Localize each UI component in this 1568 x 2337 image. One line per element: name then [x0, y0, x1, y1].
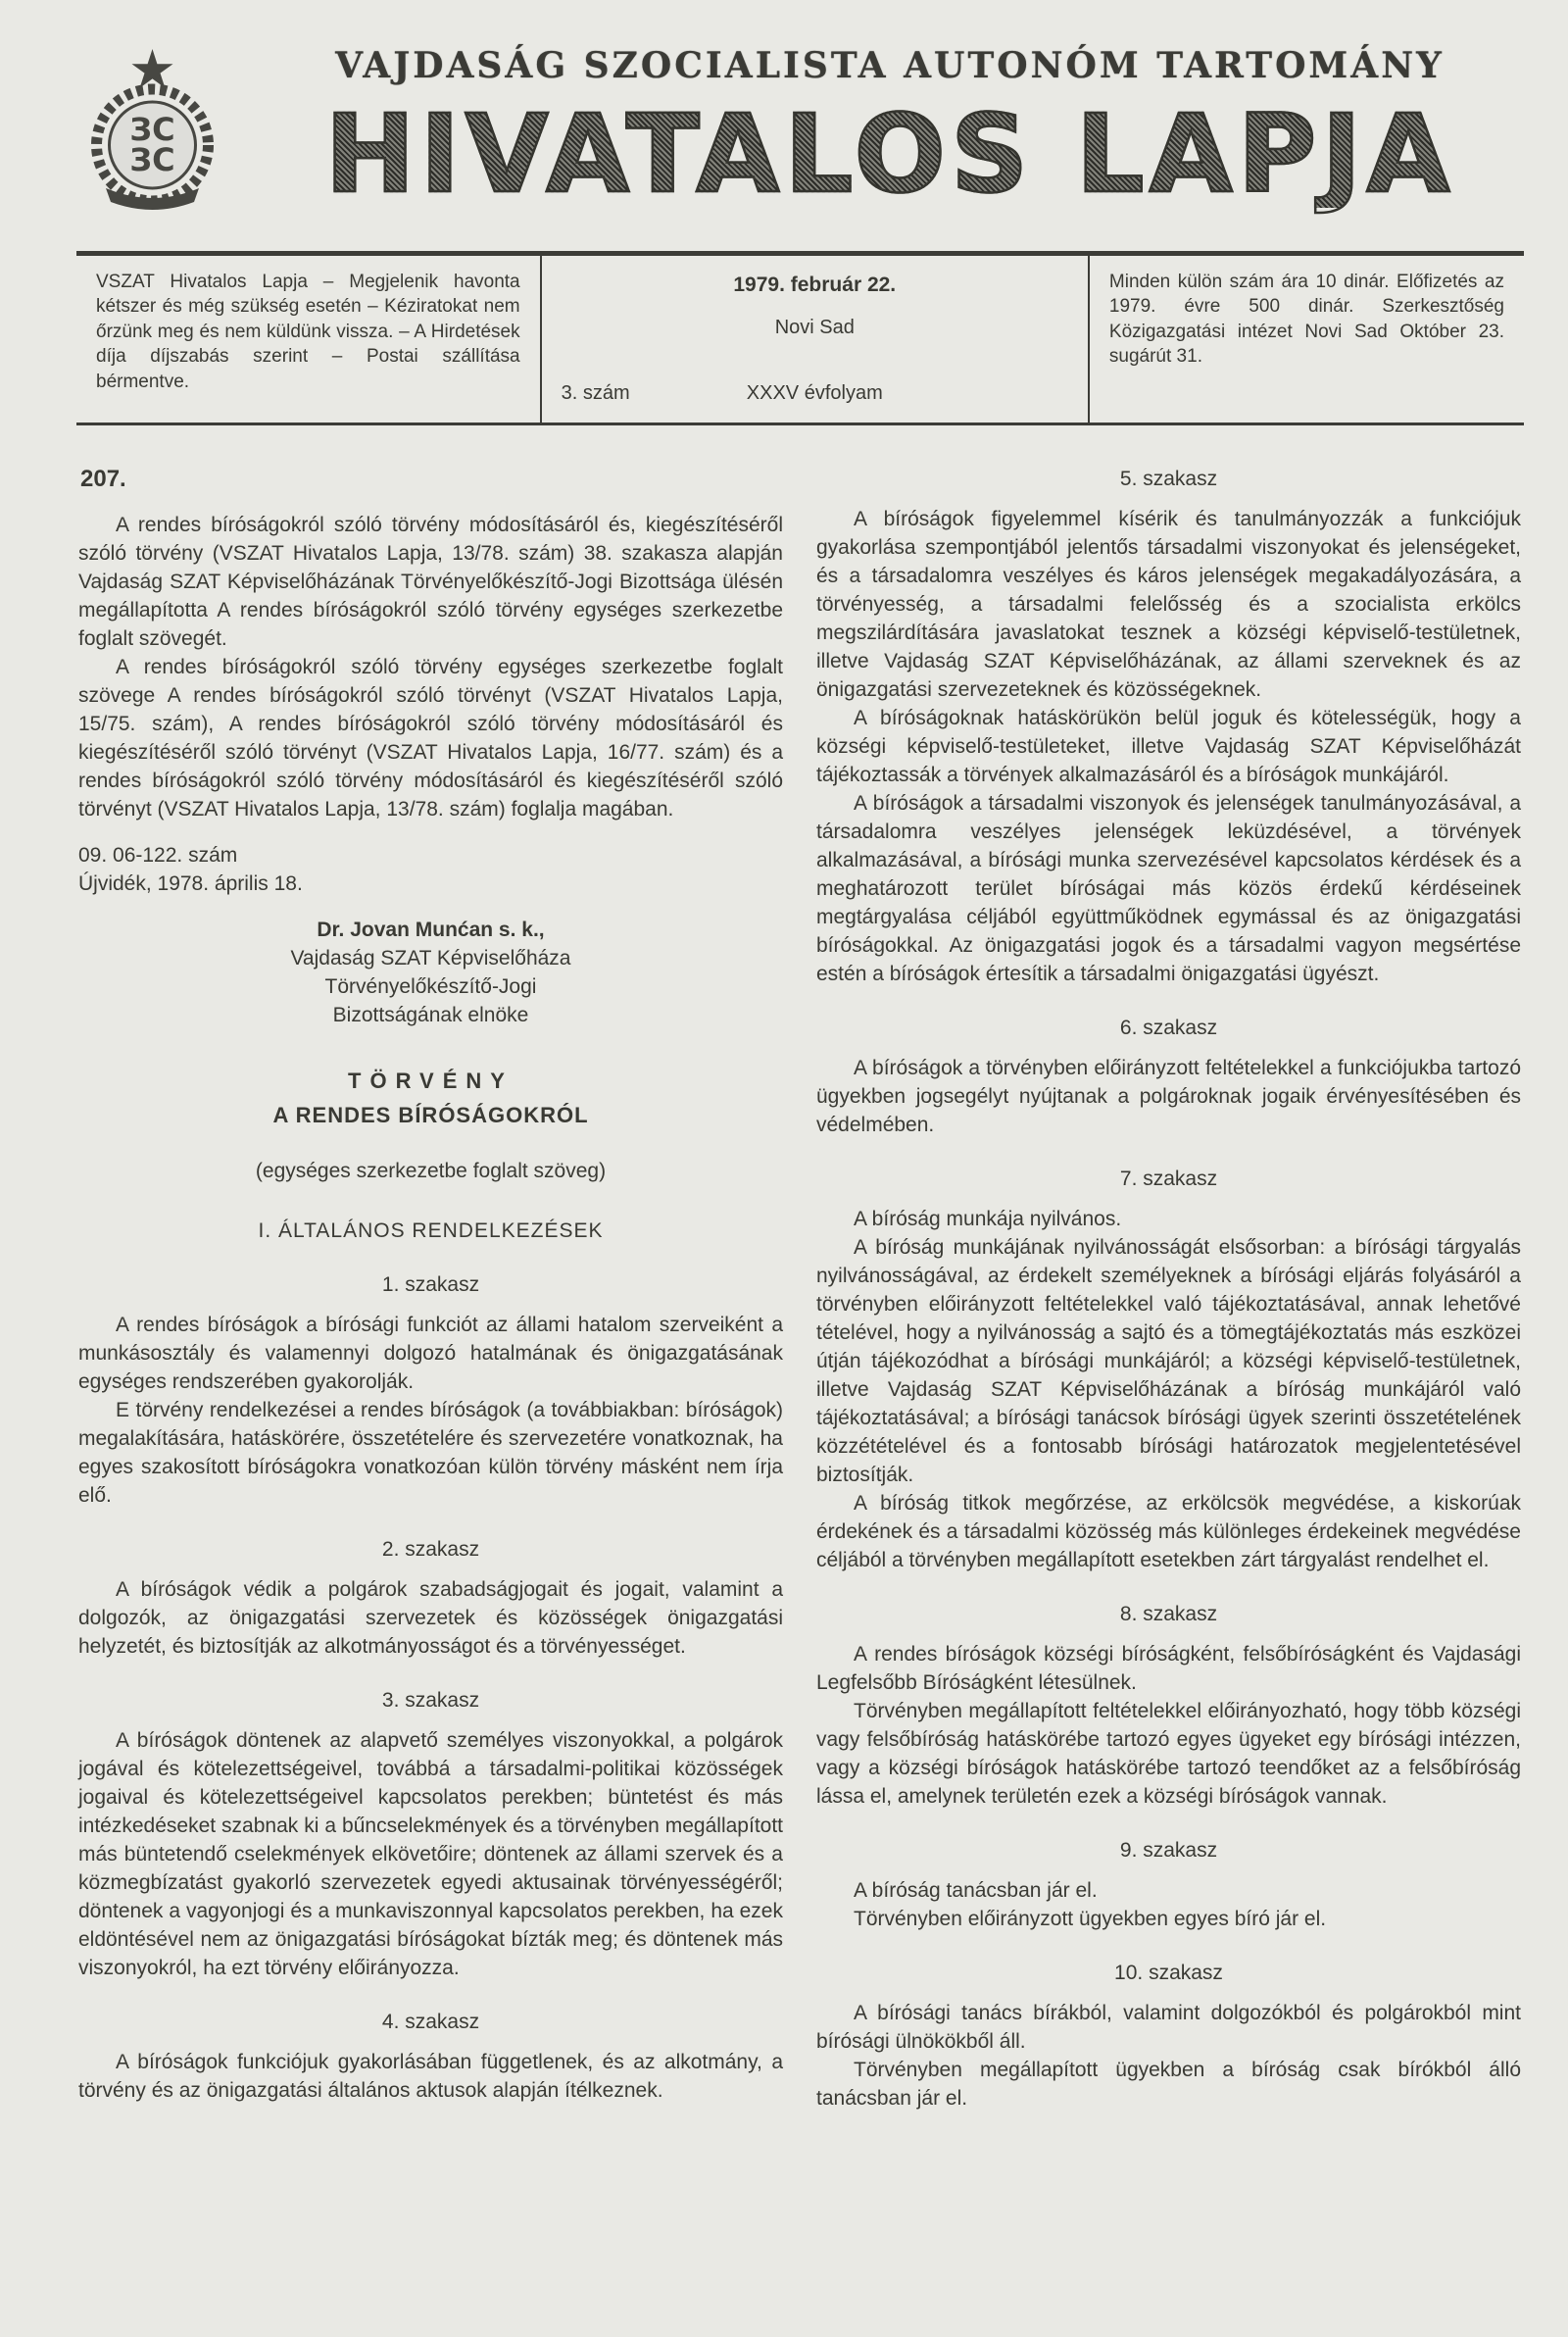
- law-title: TÖRVÉNY: [348, 1069, 514, 1093]
- volume-label: XXXV évfolyam: [746, 382, 883, 405]
- price-note: Minden külön szám ára 10 dinár. Előfizetés az 1979. évre 500 dinár. Szerkesztőség Közigazgatási intézet Novi Sad Október 23. sugárút 31.: [1108, 272, 1504, 368]
- info-band: [76, 251, 1524, 425]
- paragraph: A bíróságok védik a polgárok szabadságjogait és jogait, valamint a dolgozók, az önigazgatási szervezetek és közösségek önigazgatási helyzetét, és biztosítják az alkotmányosságot és a törvényességet.: [78, 1578, 783, 1658]
- paragraph: A bíróságok figyelemmel kísérik és tanulmányozzák a funkciójuk gyakorlása szempontjából jelentős társadalmi viszonyokat és jelenségeket, és a társadalomra veszélyes és káros jelenségek megakadályozására, a törvényesség, a társadalmi felelősség és a szocialista erkölcs megszilárdítására javaslatokat tesznek a községi képviselő-testületnek, illetve Vajdaság SZAT Képviselőházának, az állami szerveknek és az önigazgatási szervezeteknek és közösségeknek.: [816, 508, 1521, 701]
- paragraph: Törvényben előirányzott ügyekben egyes bíró jár el.: [854, 1908, 1327, 1930]
- issue-info: [542, 256, 1088, 423]
- paragraph: Törvényben megállapított ügyekben a bíróság csak bírókból álló tanácsban jár el.: [816, 2059, 1521, 2110]
- paragraph: A bíróságok a törvényben előirányzott feltételekkel a funkciójukba tartozó ügyekben jogsegélyt nyújtanak a polgároknak jogaik érvényesítésében és védelmében.: [816, 1057, 1521, 1136]
- paragraph: A rendes bíróságokról szóló törvény módosításáról és, kiegészítéséről szóló törvény (VSZAT Hivatalos Lapja, 13/78. szám) 38. szakasza alapján Vajdaság SZAT Képviselőházának Törvényelőkészítő-Jogi Bizottsága ülésén megállapította A rendes bíróságokról szóló törvény egységes szerkezetbe foglalt szövegét.: [78, 514, 783, 650]
- masthead: [0, 0, 1568, 222]
- part-heading: I. ÁLTALÁNOS RENDELKEZÉSEK: [258, 1219, 604, 1242]
- paragraph: A bíróság titkok megőrzése, az erkölcsök megvédése, a kiskorúak érdekének és a társadalmi közösség más különleges érdekeinek megvédése céljából a törvényben megállapított esetekben zárt tárgyalást rendelhet el.: [816, 1492, 1521, 1571]
- section-heading: 7. szakasz: [1119, 1168, 1218, 1190]
- spacer: [78, 823, 783, 841]
- coat-of-arms-icon: [76, 45, 228, 217]
- article-number: 207.: [80, 466, 126, 492]
- paragraph: A bíróságok döntenek az alapvető személyes viszonyokkal, a polgárok jogával és kötelezettségeivel, továbbá a társadalmi-politikai közösségek jogaival és kötelezettségeivel kapcsolatos perekben; büntetést és más intézkedéseket szabnak ki a bűncselekmények és a törvényben megállapított más büntetendő cselekmények elkövetőire; döntenek az állami szervek és a közmegbízatást gyakorló szervezetek egyedi aktusainak törvényességéről; döntenek a vagyonjogi és a munkaviszonnyal kapcsolatos perekben, ha ezek eldöntésével nem az önigazgatási bíróságokat bízták meg; és döntenek más viszonyokról, ha ezt törvény előirányozza.: [78, 1729, 783, 1979]
- signature-title: Bizottságának elnöke: [332, 1004, 529, 1026]
- spacer: [78, 898, 783, 916]
- section-heading: 10. szakasz: [1114, 1962, 1223, 1984]
- section-heading: 8. szakasz: [1119, 1603, 1218, 1625]
- document-number: 09. 06-122. szám: [78, 844, 238, 867]
- issue-bottom-row: [562, 380, 1068, 409]
- signature-title: Vajdaság SZAT Képviselőháza: [290, 947, 571, 970]
- place-date-line: Újvidék, 1978. április 18.: [78, 872, 303, 895]
- signature-title: Törvényelőkészítő-Jogi: [324, 975, 537, 998]
- publication-note: VSZAT Hivatalos Lapja – Megjelenik havonta kétszer és még szükség esetén – Kéziratokat nem őrzünk meg és nem küldünk vissza. – A Hirdetések díja díjszabás szerint – Postai szállítása bérmentve.: [96, 272, 520, 392]
- paragraph: A bíróság munkájának nyilvánosságát elsősorban: a bírósági tárgyalás nyilvánosságával, az érdekelt személyeknek a bírósági eljárás folyásáról a törvényben előirányzott feltételekkel való tájékoztatásával, annak lehetővé tételével, hogy a nyilvánosság a sajtó és a tömegtájékoztatás más eszközei útján tájékozódhat a bírósági munkájáról; a községi képviselő-testületnek, illetve Vajdaság SZAT Képviselőházának a bíróság munkájáról való tájékoztatásával; a bírósági tanácsok bírósági ügyek szerinti összetételének közzétételével és a fontosabb bírósági határozatok megjelentetésével biztosítják.: [816, 1236, 1521, 1486]
- paragraph: E törvény rendelkezései a rendes bíróságok (a továbbiakban: bíróságok) megalakítására, hatáskörére, összetételére és szervezetére vonatkoznak, ha egyes szakosított bíróságokra vonatkozóan külön törvény másként nem írja elő.: [78, 1399, 783, 1507]
- paragraph: A bíróságoknak hatáskörükön belül joguk és kötelességük, hogy a községi képviselő-testületeket, illetve Vajdaság SZAT Képviselőházát tájékoztassák a törvények alkalmazásáról és a bíróságok munkájáról.: [816, 707, 1521, 786]
- column-left: [78, 465, 783, 2113]
- paragraph: A bíróságok funkciójuk gyakorlásában függetlenek, és az alkotmány, a törvény és az önigazgatási általános aktusok alapján ítélkeznek.: [78, 2051, 783, 2102]
- paragraph: A bíróság munkája nyilvános.: [854, 1208, 1122, 1230]
- paragraph: A bíróság tanácsban jár el.: [854, 1879, 1098, 1902]
- section-heading: 1. szakasz: [381, 1273, 480, 1296]
- svg-text:ЗС: ЗС: [129, 141, 175, 178]
- paragraph: A rendes bíróságok községi bíróságként, felsőbíróságként és Vajdasági Legfelsőbb Bíróságként létesülnek.: [816, 1643, 1521, 1694]
- section-heading: 3. szakasz: [381, 1689, 480, 1712]
- signature-name: Dr. Jovan Munćan s. k.,: [317, 919, 545, 941]
- column-right: [816, 465, 1521, 2113]
- svg-text:ЗС: ЗС: [129, 111, 175, 148]
- law-note: (egységes szerkezetbe foglalt szöveg): [255, 1160, 607, 1182]
- section-heading: 2. szakasz: [381, 1538, 480, 1561]
- section-heading: 4. szakasz: [381, 2011, 480, 2033]
- section-heading: 9. szakasz: [1119, 1839, 1218, 1862]
- law-subtitle: A RENDES BÍRÓSÁGOKRÓL: [272, 1103, 589, 1127]
- paragraph: A rendes bíróságokról szóló törvény egységes szerkezetbe foglalt szövege A rendes bíróságokról szóló törvényt (VSZAT Hivatalos Lapja, 15/75. szám), A rendes bíróságokról szóló törvény módosításáról és kiegészítéséről szóló törvényt (VSZAT Hivatalos Lapja, 16/77. szám) és a rendes bíróságokról szóló törvény módosításáról és kiegészítéséről szóló törvényt (VSZAT Hivatalos Lapja, 13/78. szám) foglalja magában.: [78, 656, 783, 820]
- paragraph: A rendes bíróságok a bírósági funkciót az állami hatalom szerveiként a munkásosztály és valamennyi dolgozó hatalmának és önigazgatásának egységes rendszerében gyakorolják.: [78, 1314, 783, 1393]
- section-heading: 5. szakasz: [1119, 468, 1218, 490]
- document-body: [0, 425, 1568, 2113]
- issue-city: Novi Sad: [774, 317, 855, 339]
- paragraph: A bírósági tanács bírákból, valamint dolgozókból és polgárokból mint bírósági ülnökökből áll.: [816, 2002, 1521, 2053]
- issue-number: 3. szám: [561, 382, 630, 405]
- paragraph: Törvényben megállapított feltételekkel előirányozható, hogy több községi vagy felsőbíróság hatáskörébe tartozó egyes ügyeket egy bírósági intézzen, vagy a községi bíróságok hatáskörébe tartozó teendőket az a felsőbíróság lássa el, amelynek területén ezek a községi bíróságok vannak.: [816, 1700, 1521, 1808]
- coat-of-arms-logo: [76, 45, 228, 222]
- gazette-title: HIVATALOS LAPJA: [256, 100, 1524, 208]
- province-title: VAJDASÁG SZOCIALISTA AUTONÓM TARTOMÁNY: [335, 45, 1445, 86]
- paragraph: A bíróságok a társadalmi viszonyok és jelenségek tanulmányozásával, a társadalomra veszélyes jelenségek leküzdésével, a törvények alkalmazásával, a bírósági munka szervezésével kapcsolatos kérdések és a meghatározott terület bíróságai más közös érdekű kérdéseinek megtárgyalása céljából együttműködnek egymással és az önigazgatási bíróságokkal. Az önigazgatási jogok és a társadalmi vagyon megsértése estén a bíróságok értesítik a társadalmi önigazgatási ügyészt.: [816, 792, 1521, 985]
- issue-bottom-spacer: [899, 380, 1067, 407]
- issue-date: 1979. február 22.: [733, 273, 897, 296]
- masthead-titles: [256, 45, 1524, 217]
- section-heading: 6. szakasz: [1119, 1017, 1218, 1039]
